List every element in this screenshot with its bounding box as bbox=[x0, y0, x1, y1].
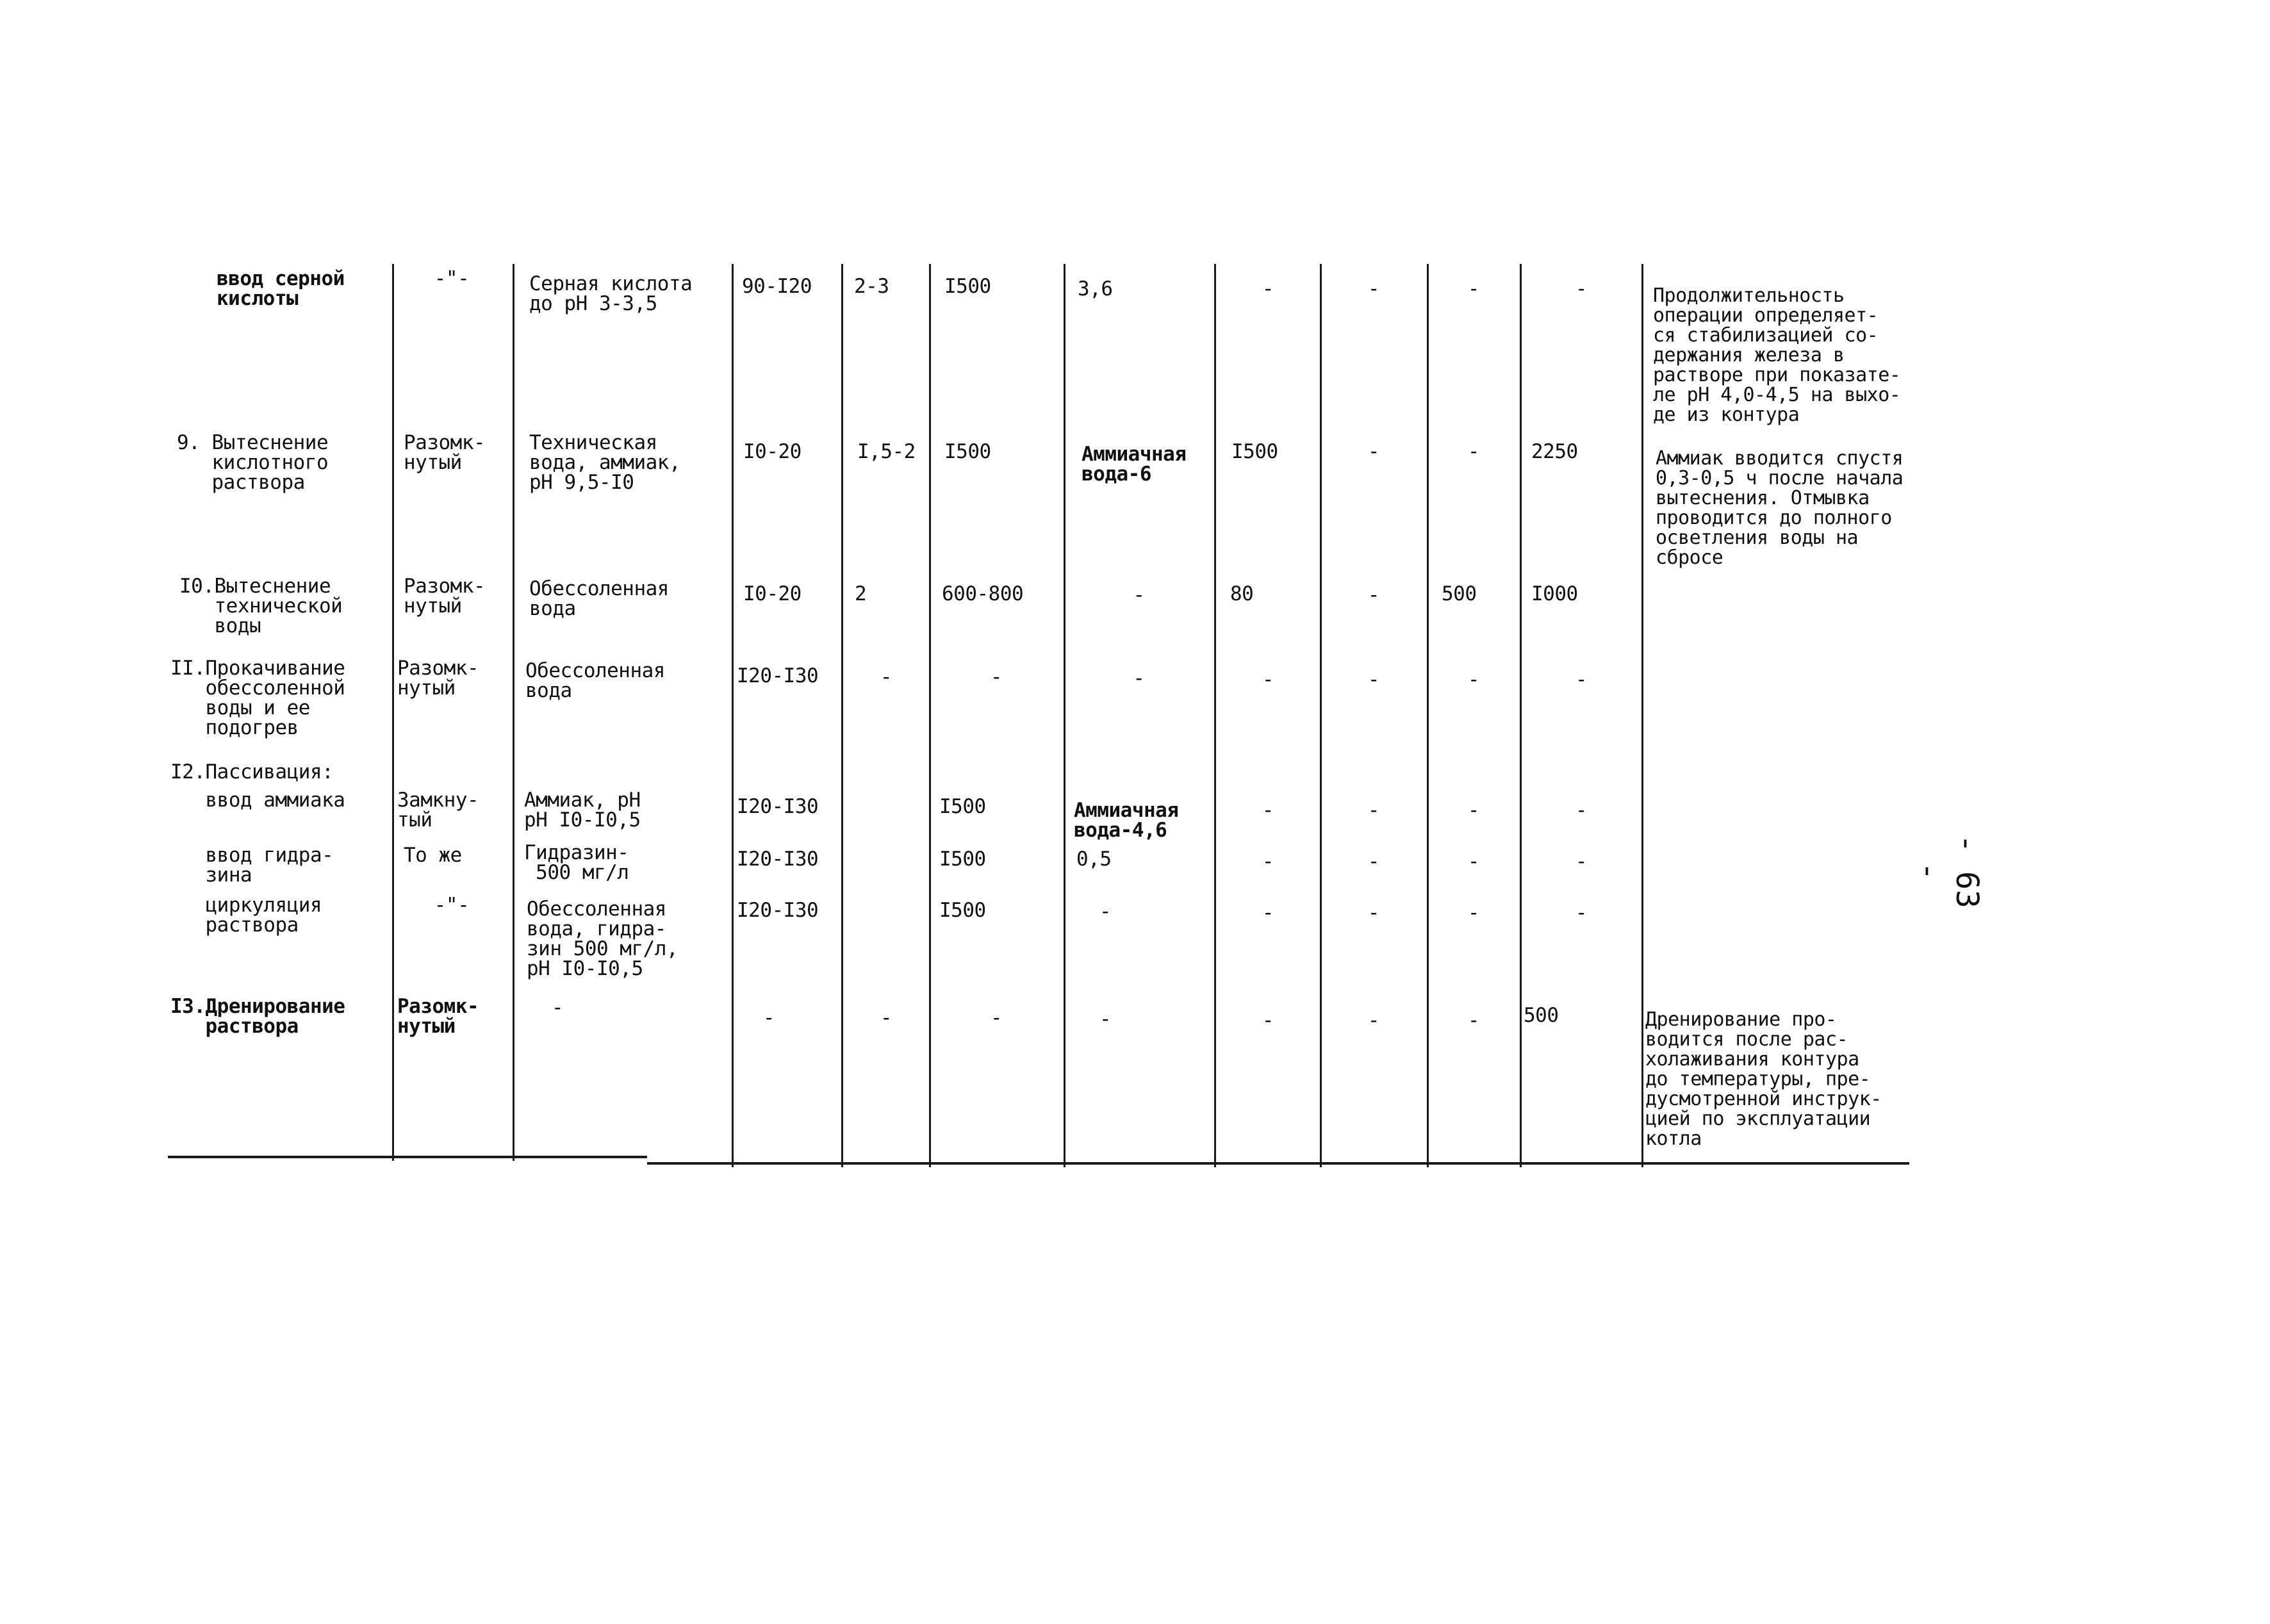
temperature-cell: - bbox=[762, 1006, 775, 1029]
speed-cell: - bbox=[880, 666, 892, 689]
value-cell: - bbox=[1367, 277, 1380, 300]
column-rule bbox=[732, 264, 734, 1167]
flow-cell: I500 bbox=[939, 848, 986, 871]
circuit-cell: -"- bbox=[434, 894, 470, 917]
value-cell: - bbox=[1262, 799, 1274, 822]
value-cell: - bbox=[1575, 901, 1588, 924]
value-cell: - bbox=[1575, 668, 1588, 691]
value-cell: - bbox=[1262, 277, 1274, 300]
reagent-cell: Аммиачная вода-6 bbox=[1082, 443, 1187, 486]
value-cell: - bbox=[1367, 901, 1380, 924]
speed-cell: 2 bbox=[855, 582, 867, 605]
value-cell: 500 bbox=[1442, 582, 1477, 605]
table-bottom-rule bbox=[647, 1162, 1909, 1165]
temperature-cell: I20-I30 bbox=[737, 664, 819, 687]
medium-cell: Обессоленная вода bbox=[529, 577, 669, 620]
value-cell: - bbox=[1367, 850, 1380, 873]
value-cell: - bbox=[1575, 850, 1588, 873]
stage-cell: 9. Вытеснение кислотного раствора bbox=[177, 431, 329, 494]
flow-cell: I500 bbox=[944, 275, 991, 298]
value-cell: - bbox=[1367, 440, 1380, 463]
stage-cell: II.Прокачивание обессоленной воды и ее подогрев bbox=[170, 657, 345, 739]
value-cell: - bbox=[1262, 1009, 1274, 1032]
value-cell: I000 bbox=[1531, 582, 1578, 605]
column-rule bbox=[1064, 264, 1065, 1167]
table-bottom-rule bbox=[168, 1156, 647, 1158]
note-cell: Дренирование про- водится после рас- холаживания контура до температуры, пре- дусмотренной инструк- цией по эксплуатации котла bbox=[1645, 1008, 1882, 1150]
temperature-cell: I0-20 bbox=[743, 582, 802, 605]
column-rule bbox=[1520, 264, 1522, 1167]
note-cell: Продолжительность операции определяет- ся стабилизацией со- держания железа в растворе при показате- ле pH 4,0-4,5 на выхо- де из контура bbox=[1653, 284, 1901, 426]
circuit-cell: Разомк- нутый bbox=[404, 575, 486, 618]
medium-cell: - bbox=[551, 996, 564, 1019]
value-cell: - bbox=[1367, 799, 1380, 822]
stage-cell: циркуляция раствора bbox=[205, 894, 322, 937]
speed-cell: - bbox=[880, 1006, 892, 1029]
value-cell: - bbox=[1262, 668, 1274, 691]
stage-cell: ввод серной кислоты bbox=[217, 267, 345, 310]
column-rule bbox=[1641, 264, 1643, 1167]
value-cell: I500 bbox=[1231, 440, 1278, 463]
note-cell: Аммиак вводится спустя 0,3-0,5 ч после начала вытеснения. Отмывка проводится до полного осветления воды на сбросе bbox=[1656, 447, 1904, 569]
value-cell: - bbox=[1467, 1009, 1480, 1032]
speed-cell: I,5-2 bbox=[857, 440, 916, 463]
flow-cell: - bbox=[990, 1006, 1003, 1029]
value-cell: - bbox=[1262, 850, 1274, 873]
value-cell: - bbox=[1367, 1009, 1380, 1032]
value-cell: - bbox=[1467, 901, 1480, 924]
flow-cell: - bbox=[990, 666, 1003, 689]
value-cell: - bbox=[1367, 668, 1380, 691]
value-cell: - bbox=[1367, 584, 1380, 607]
value-cell: - bbox=[1467, 277, 1480, 300]
temperature-cell: I20-I30 bbox=[737, 795, 819, 818]
value-cell: - bbox=[1575, 277, 1588, 300]
column-rule bbox=[1214, 264, 1216, 1167]
medium-cell: Аммиак, pH pH I0-I0,5 bbox=[524, 789, 641, 832]
value-cell: - bbox=[1467, 440, 1480, 463]
circuit-cell: Разомк- нутый bbox=[397, 657, 479, 700]
stage-cell: I3.Дренирование раствора bbox=[170, 995, 345, 1038]
value-cell: 80 bbox=[1230, 582, 1254, 605]
temperature-cell: I0-20 bbox=[743, 440, 802, 463]
flow-cell: 600-800 bbox=[942, 582, 1024, 605]
medium-cell: Обессоленная вода, гидра- зин 500 мг/л, pH I0-I0,5 bbox=[527, 898, 679, 980]
reagent-cell: 3,6 bbox=[1078, 277, 1113, 300]
stage-cell: I2.Пассивация: bbox=[170, 760, 334, 783]
circuit-cell: -"- bbox=[434, 267, 470, 290]
temperature-cell: 90-I20 bbox=[742, 275, 812, 298]
circuit-cell: Разомк- нутый bbox=[404, 431, 486, 474]
stage-cell: I0.Вытеснение технической воды bbox=[179, 575, 343, 637]
medium-cell: Серная кислота до pH 3-3,5 bbox=[529, 272, 693, 315]
flow-cell: I500 bbox=[939, 899, 986, 922]
value-cell: - bbox=[1467, 850, 1480, 873]
column-rule bbox=[841, 264, 843, 1167]
circuit-cell: Разомк- нутый bbox=[397, 995, 479, 1038]
temperature-cell: I20-I30 bbox=[737, 848, 819, 871]
flow-cell: I500 bbox=[939, 795, 986, 818]
stage-cell: ввод гидра- зина bbox=[205, 844, 334, 887]
reagent-cell: - bbox=[1099, 900, 1112, 923]
page-number: - 63 - bbox=[1911, 834, 1985, 908]
flow-cell: I500 bbox=[944, 440, 991, 463]
temperature-cell: I20-I30 bbox=[737, 899, 819, 922]
speed-cell: 2-3 bbox=[854, 275, 889, 298]
value-cell: - bbox=[1575, 799, 1588, 822]
stage-cell: ввод аммиака bbox=[170, 789, 345, 812]
reagent-cell: - bbox=[1099, 1008, 1112, 1031]
medium-cell: Гидразин- 500 мг/л bbox=[524, 841, 629, 884]
reagent-cell: Аммиачная вода-4,6 bbox=[1074, 799, 1179, 842]
medium-cell: Техническая вода, аммиак, pH 9,5-I0 bbox=[529, 431, 681, 494]
reagent-cell: - bbox=[1133, 584, 1145, 607]
reagent-cell: - bbox=[1133, 667, 1145, 690]
reagent-cell: 0,5 bbox=[1076, 848, 1112, 871]
column-rule bbox=[513, 264, 514, 1161]
column-rule bbox=[929, 264, 931, 1167]
medium-cell: Обессоленная вода bbox=[525, 659, 665, 702]
value-cell: 500 bbox=[1524, 1004, 1559, 1027]
circuit-cell: То же bbox=[404, 844, 462, 867]
column-rule bbox=[1320, 264, 1322, 1167]
value-cell: - bbox=[1467, 799, 1480, 822]
column-rule bbox=[392, 264, 394, 1161]
value-cell: 2250 bbox=[1531, 440, 1578, 463]
value-cell: - bbox=[1262, 901, 1274, 924]
value-cell: - bbox=[1467, 668, 1480, 691]
column-rule bbox=[1427, 264, 1429, 1167]
circuit-cell: Замкну- тый bbox=[397, 789, 479, 832]
